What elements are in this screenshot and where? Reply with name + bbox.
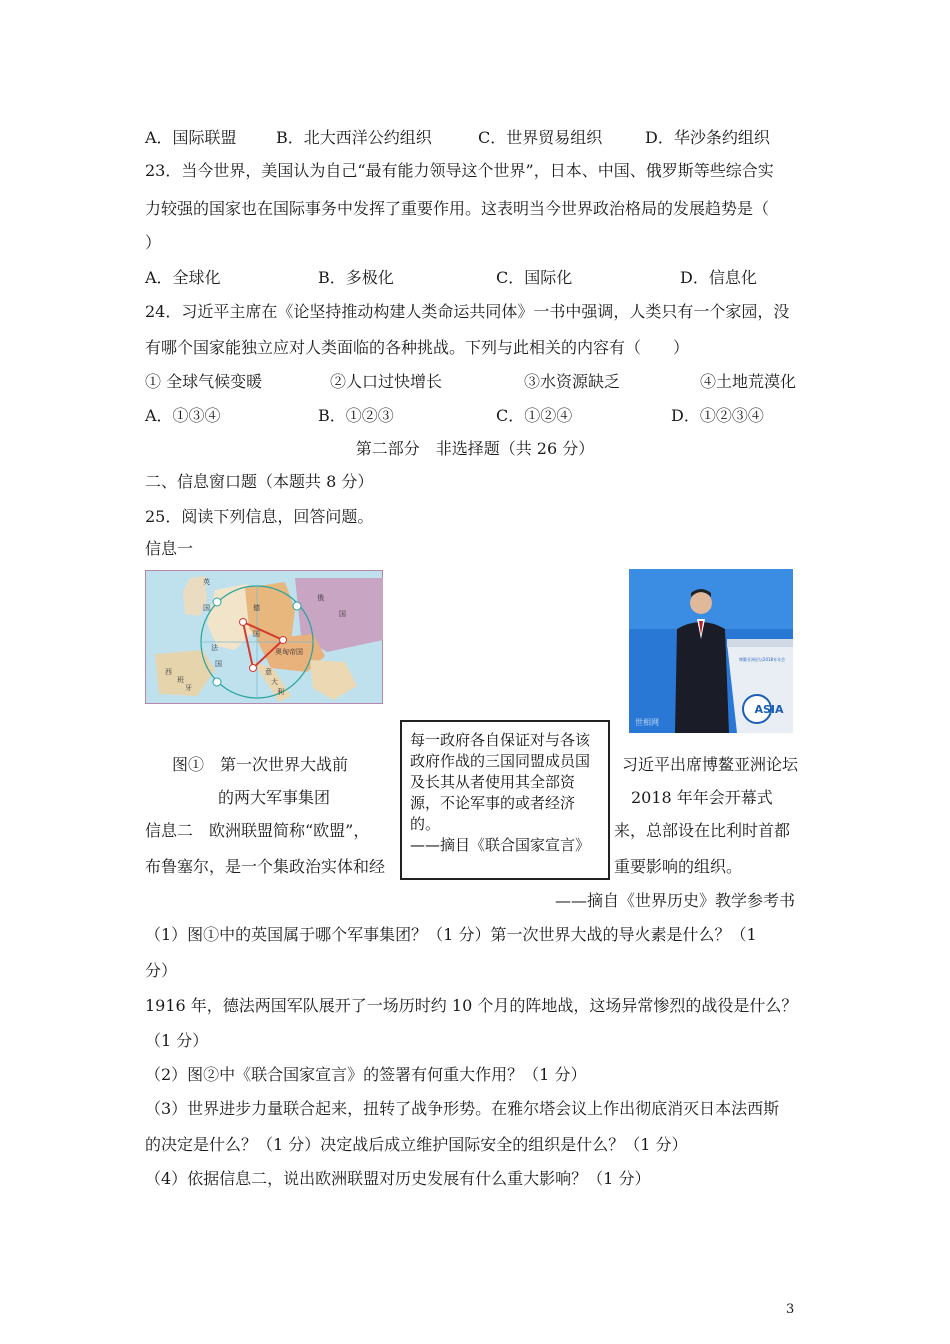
q24-item-3: ③水资源缺乏: [524, 372, 621, 391]
map-label-austria-hungary: 奥匈帝国: [275, 648, 303, 656]
q25-s3-line1: （3）世界进步力量联合起来，扭转了战争形势。在雅尔塔会议上作出彻底消灭日本法西斯: [145, 1099, 780, 1118]
map-label-france-2: 国: [215, 660, 222, 668]
map-label-italy-3: 利: [277, 688, 284, 696]
map-label-italy-1: 意: [265, 668, 272, 676]
q22-option-b: B．北大西洋公约组织: [276, 128, 432, 147]
q24-item-1: ① 全球气候变暖: [145, 372, 263, 391]
map-label-spain-3: 牙: [185, 684, 192, 692]
map-label-britain-2: 国: [203, 604, 210, 612]
q22-option-d: D．华沙条约组织: [645, 128, 770, 147]
q25-s1-line1: （1）图①中的英国属于哪个军事集团？（1 分）第一次世界大战的导火素是什么？（1: [145, 925, 757, 944]
map-label-france-1: 法: [211, 644, 218, 652]
fig1-caption-line1: 图① 第一次世界大战前: [172, 755, 349, 774]
q25-s1-line2: 分）: [145, 961, 178, 980]
q23-line-1: 23．当今世界，美国认为自己“最有能力领导这个世界”，日本、中国、俄罗斯等些综合实: [145, 161, 774, 180]
info1-label: 信息一: [145, 539, 194, 558]
wwi-alliance-map: [145, 570, 383, 704]
info2-line2-left: 布鲁塞尔，是一个集政治实体和经: [145, 857, 386, 876]
map-label-russia-1: 俄: [317, 594, 324, 602]
q24-option-b: B．①②③: [318, 406, 394, 425]
page-number: 3: [786, 1302, 795, 1317]
q24-option-d: D．①②③④: [671, 406, 764, 425]
q25-intro: 25．阅读下列信息，回答问题。: [145, 507, 374, 526]
q24-item-4: ④土地荒漠化: [700, 372, 797, 391]
info2-line1-left: 信息二 欧洲联盟简称“欧盟”，: [145, 821, 370, 840]
q24-option-c: C．①②④: [496, 406, 573, 425]
q24-line-1: 24．习近平主席在《论坚持推动构建人类命运共同体》一书中强调，人类只有一个家园，没: [145, 302, 790, 321]
q23-option-b: B．多极化: [318, 268, 394, 287]
boao-forum-photo: [629, 569, 793, 733]
info2-source: ——摘自《世界历史》教学参考书: [555, 891, 796, 910]
fig3-caption-line1: 习近平出席博鳌亚洲论坛: [622, 755, 799, 774]
q25-s1-line4: （1 分）: [145, 1031, 209, 1050]
quote-body: 每一政府各自保证对与各该政府作战的三国同盟成员国及长其从者使用其全部资源，不论军事的或者经济的。: [410, 731, 591, 833]
declaration-quote-box: [400, 720, 610, 880]
part2-title: 第二部分 非选择题（共 26 分）: [355, 439, 595, 458]
map-label-germany-2: 国: [253, 630, 260, 638]
info2-line2-right: 重要影响的组织。: [614, 857, 743, 876]
map-label-russia-2: 国: [339, 610, 346, 618]
q24-item-2: ②人口过快增长: [330, 372, 443, 391]
q22-option-a: A．国际联盟: [145, 128, 237, 147]
q25-s2: （2）图②中《联合国家宣言》的签署有何重大作用？（1 分）: [145, 1065, 587, 1084]
q23-line-2: 力较强的国家也在国际事务中发挥了重要作用。这表明当今世界政治格局的发展趋势是（: [145, 199, 770, 218]
fig3-caption-line2: 2018 年年会开幕式: [631, 788, 773, 807]
photo-asia-logo: ASIA: [754, 703, 784, 716]
q23-option-c: C．国际化: [496, 268, 573, 287]
q24-option-a: A．①③④: [145, 406, 221, 425]
q22-option-c: C．世界贸易组织: [478, 128, 603, 147]
section2-title: 二、信息窗口题（本题共 8 分）: [145, 472, 374, 491]
photo-watermark: 世相网: [635, 718, 659, 727]
map-label-italy-2: 大: [271, 678, 278, 686]
q25-s1-line3: 1916 年，德法两国军队展开了一场历时约 10 个月的阵地战，这场异常惨烈的战役是什么？: [145, 996, 798, 1015]
info2-line1-right: 来，总部设在比利时首都: [614, 821, 791, 840]
map-label-germany-1: 德: [253, 604, 260, 612]
q23-option-a: A．全球化: [145, 268, 221, 287]
q24-line-2: 有哪个国家能独立应对人类面临的各种挑战。下列与此相关的内容有（ ）: [145, 338, 690, 357]
quote-source: ——摘目《联合国家宣言》: [410, 836, 591, 854]
map-label-spain-2: 班: [177, 676, 184, 684]
fig1-caption-line2: 的两大军事集团: [218, 788, 331, 807]
map-label-britain-1: 英: [203, 578, 210, 586]
q25-s4: （4）依据信息二，说出欧洲联盟对历史发展有什么重大影响？（1 分）: [145, 1169, 651, 1188]
q23-line-3: ）: [145, 233, 162, 252]
photo-podium-banner: 博鳌亚洲论坛2018年年会: [738, 657, 786, 662]
q25-s3-line2: 的决定是什么？（1 分）决定战后成立维护国际安全的组织是什么？（1 分）: [145, 1135, 688, 1154]
q23-option-d: D．信息化: [680, 268, 757, 287]
map-label-spain-1: 西: [165, 668, 172, 676]
